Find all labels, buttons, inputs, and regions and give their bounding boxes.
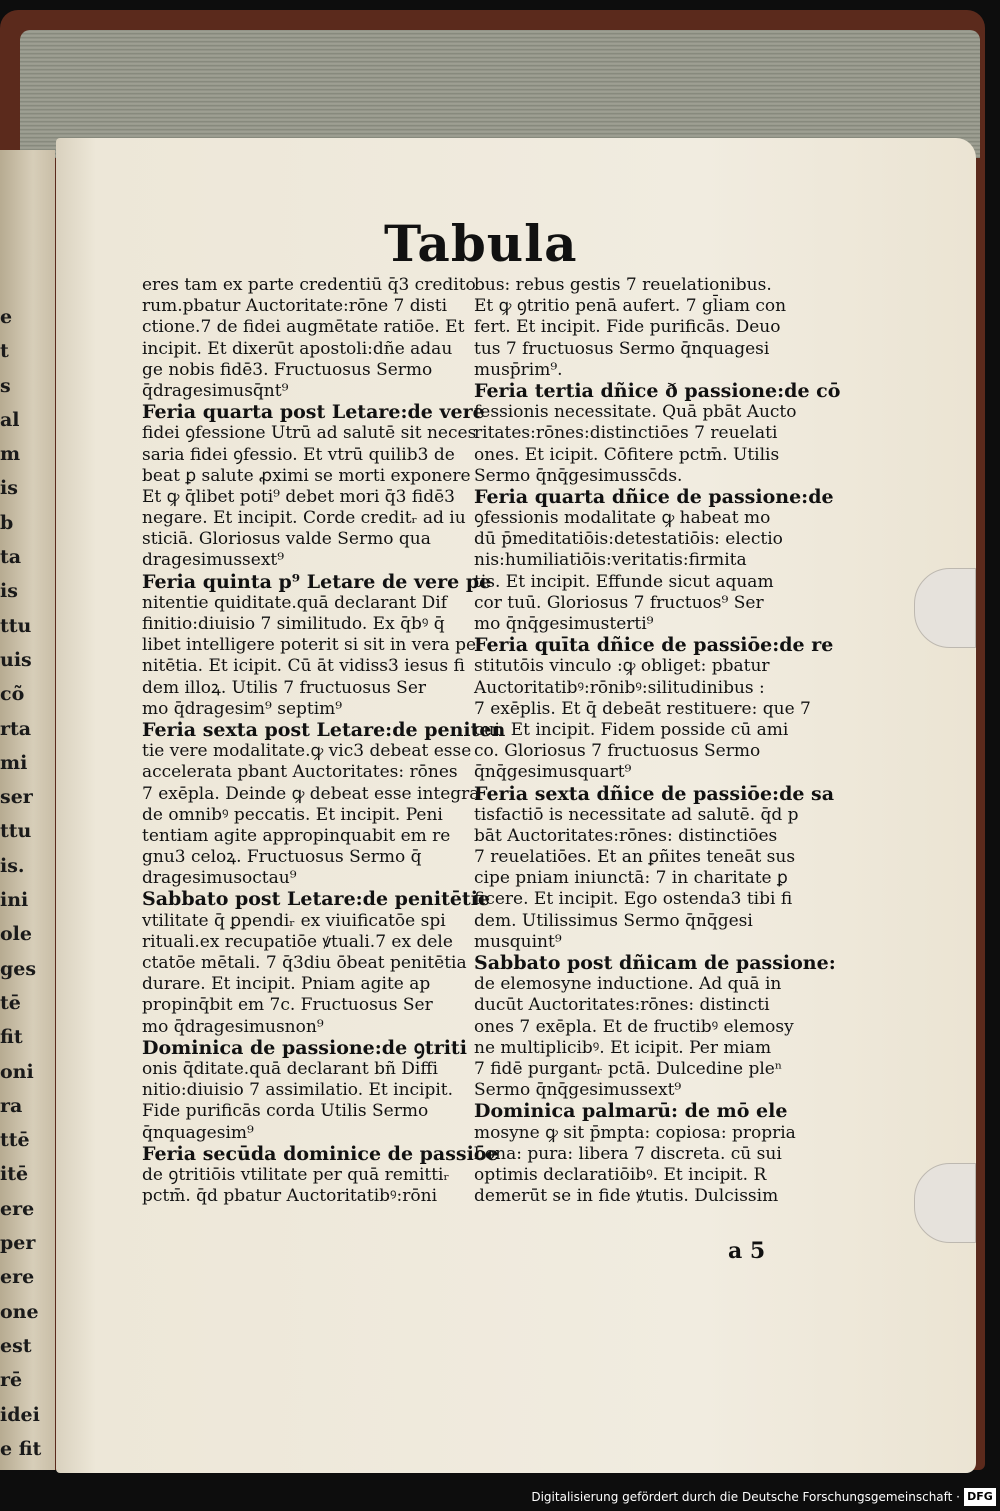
text-line: fert. Et incipit. Fide purificās. Deuo — [474, 317, 781, 338]
text-line: Fide purificās corda Utilis Sermo — [142, 1101, 429, 1122]
text-line: mosyne ꝙ sit p̄mpta: copiosa: propria — [474, 1122, 796, 1143]
margin-fragment: ini — [0, 889, 29, 912]
margin-fragment: ra — [0, 1094, 23, 1117]
text-line: Feria sexta post Letare:de peniten — [142, 718, 506, 741]
margin-fragment: ttu — [0, 614, 32, 637]
text-line: onis q̄ditate.quā declarant bñ Diffi — [142, 1058, 438, 1079]
margin-fragment: is — [0, 477, 18, 500]
text-line: optimis declaratiōibꝰ. Et incipit. R — [474, 1164, 767, 1185]
margin-fragment: cõ — [0, 683, 25, 706]
margin-fragment: al — [0, 408, 20, 431]
text-line: finitio:diuisio 7 similitudo. Ex q̄bꝰ q̄ — [142, 614, 445, 634]
text-line: ones 7 exēpla. Et de fructibꝰ elemosy — [474, 1016, 794, 1037]
text-line: de omnibꝰ peccatis. Et incipit. Peni — [142, 804, 443, 825]
text-line: nitentie quiditate.quā declarant Dif — [142, 592, 448, 613]
margin-fragment: e fit — [0, 1437, 42, 1460]
text-line: beat ꝑ salute ꝓximi se morti exponere — [142, 465, 471, 486]
text-line: bona: pura: libera 7 discreta. cū sui — [474, 1143, 782, 1164]
margin-fragment: tē — [0, 991, 21, 1014]
margin-fragment: ttu — [0, 820, 32, 843]
text-line: tis. Et incipit. Effunde sicut aquam — [474, 571, 774, 592]
text-line: Dominica de passione:de ꝯtriti — [142, 1036, 467, 1059]
text-line: nitētia. Et icipit. Cū āt vidiss3 iesus fi — [142, 656, 465, 677]
text-line: eres tam ex parte credentiū q̄3 credito — [142, 275, 476, 295]
text-line: co. Gloriosus 7 fructuosus Sermo — [474, 741, 761, 762]
text-line: nitio:diuisio 7 assimilatio. Et incipit. — [142, 1080, 454, 1101]
text-line: Feria quinta p⁹ Letare de vere pe — [142, 570, 492, 593]
left-text-column — [142, 275, 506, 1207]
text-line: ctatōe mētali. 7 q̄3diu ōbeat penitētia — [142, 953, 467, 973]
text-line: incipit. Et dixerūt apostoli:dñe adau — [142, 338, 453, 359]
margin-fragment: e — [0, 306, 13, 328]
text-line: Sermo q̄nq̄gesimussc̄ds. — [474, 465, 683, 486]
text-line: dem illoꝝ. Utilis 7 fructuosus Ser — [142, 677, 427, 698]
text-line: tisfactiō is necessitate ad salutē. q̄d p — [474, 804, 799, 825]
text-line: propinq̄bit em 7c. Fructuosus Ser — [142, 995, 433, 1016]
text-line: gnu3 celoꝝ. Fructuosus Sermo q̄ — [142, 847, 422, 868]
text-line: mo q̄dragesim⁹ septim⁹ — [142, 698, 343, 719]
text-line: musp̄rim⁹. — [474, 359, 563, 380]
margin-fragment: fit — [0, 1026, 23, 1049]
text-line: Sermo q̄nq̄gesimussext⁹ — [474, 1080, 682, 1101]
dfg-logo-icon: DFG — [964, 1488, 996, 1506]
margin-fragment: t — [0, 340, 9, 363]
text-line: pctm̄. q̄d pbatur Auctoritatibꝰ:rōni — [142, 1186, 438, 1207]
margin-fragment: m — [0, 443, 21, 466]
text-line: Sabbato post dñicam de passione: — [474, 952, 836, 974]
text-line: 7 fidē purgantᵣ pctā. Dulcedine pleⁿ — [474, 1058, 783, 1079]
text-line: ones. Et icipit. Cōfitere pctm̄. Utilis — [474, 444, 780, 465]
text-line: q̄dragesimusq̄nt⁹ — [142, 380, 289, 401]
text-line: ritates:rōnes:distinctiōes 7 reuelati — [474, 423, 778, 444]
text-line: 7 reuelatiōes. Et an ꝑñites teneāt sus — [474, 847, 796, 868]
text-line: q̄nq̄gesimusquart⁹ — [474, 762, 632, 783]
margin-fragment: rē — [0, 1369, 23, 1392]
text-line: tie vere modalitate.ꝙ vic3 debeat esse — [142, 741, 472, 762]
footer-credit: Digitalisierung gefördert durch die Deutsche Forschungsgemeinschaft · — [531, 1490, 960, 1504]
left-page-margin-text — [0, 300, 42, 1466]
text-line: stitutōis vinculo :ꝙ obliget: pbatur — [474, 656, 770, 677]
text-line: fidei ꝯfessione Utrū ad salutē sit neces — [142, 423, 477, 444]
text-line: 7 exēpla. Deinde ꝙ debeat esse integra — [142, 783, 480, 804]
margin-fragment: ttē — [0, 1129, 30, 1152]
margin-fragment: is — [0, 580, 18, 603]
text-line: fessionis necessitate. Quā pbāt Aucto — [474, 402, 797, 423]
text-line: Feria quīta dñice de passiōe:de re — [474, 634, 834, 657]
text-line: sticiā. Gloriosus valde Sermo qua — [142, 529, 431, 550]
margin-fragment: itē — [0, 1163, 29, 1186]
margin-fragment: ges — [0, 957, 37, 980]
text-line: ficere. Et incipit. Ego ostenda3 tibi fi — [474, 889, 793, 910]
page-title: Tabula — [384, 214, 578, 273]
margin-fragment: rta — [0, 717, 32, 740]
text-line: cor tuū. Gloriosus 7 fructuos⁹ Ser — [474, 592, 764, 613]
margin-fragment: b — [0, 511, 14, 534]
text-line: nis:humiliatiōis:veritatis:firmita — [474, 550, 747, 571]
margin-fragment: ere — [0, 1197, 35, 1220]
text-line: Auctoritatibꝰ:rōnibꝰ:silitudinibus : — [474, 677, 765, 698]
margin-fragment: ta — [0, 546, 22, 569]
page-tab-lower — [914, 1163, 976, 1243]
text-line: ꝯfessionis modalitate ꝙ habeat mo — [474, 508, 771, 529]
page-tab-upper — [914, 568, 976, 648]
text-line: accelerata pbant Auctoritates: rōnes — [142, 762, 458, 783]
margin-fragment: uis — [0, 648, 32, 671]
text-line: Dominica palmarū: de mō ele — [474, 1100, 788, 1123]
text-line: durare. Et incipit. Pniam agite ap — [142, 974, 431, 995]
folio-signature: a 5 — [728, 1238, 766, 1264]
text-line: bus: rebus gestis 7 reuelationibus. — [474, 275, 772, 295]
text-line: ne multiplicibꝰ. Et icipit. Per miam — [474, 1037, 772, 1058]
text-line: ducūt Auctoritates:rōnes: distincti — [474, 995, 770, 1016]
text-line: tentiam agite appropinquabit em re — [142, 825, 451, 846]
text-line: saria fidei ꝯfessio. Et vtrū quilib3 de — [142, 444, 455, 465]
margin-fragment: is. — [0, 854, 25, 877]
margin-fragment: mi — [0, 751, 28, 774]
text-line: ge nobis fidē3. Fructuosus Sermo — [142, 359, 433, 380]
text-line: bāt Auctoritates:rōnes: distinctiōes — [474, 825, 778, 846]
text-line: Sabbato post Letare:de penitētie — [142, 888, 491, 911]
text-line: vtilitate q̄ ꝑpendiᵣ ex viuificatōe spi — [142, 910, 446, 931]
text-line: Feria quarta dñice de passione:de — [474, 485, 834, 508]
margin-fragment: per — [0, 1232, 36, 1255]
margin-fragment: idei — [0, 1403, 40, 1426]
text-line: tus 7 fructuosus Sermo q̄nquagesi — [474, 338, 770, 359]
text-line: rituali.ex recupatiōe ꝟtuali.7 ex dele — [142, 931, 453, 952]
margin-fragment: ole — [0, 923, 32, 946]
text-line: mo q̄nq̄gesimusterti⁹ — [474, 614, 654, 634]
text-line: q̄nquagesim⁹ — [142, 1122, 254, 1143]
footer-bar — [0, 1487, 1000, 1511]
text-line: libet intelligere poterit si sit in vera pe — [142, 635, 477, 656]
text-line: negare. Et incipit. Corde creditᵣ ad iu — [142, 508, 466, 529]
text-line: Feria tertia dñice ð passione:de cō — [474, 379, 841, 402]
text-line: musquint⁹ — [474, 931, 562, 952]
right-text-column — [474, 275, 841, 1207]
margin-fragment: est — [0, 1334, 32, 1357]
margin-fragment: ser — [0, 786, 33, 809]
text-line: ctione.7 de fidei augmētate ratiōe. Et — [142, 317, 465, 338]
text-line: dragesimusoctau⁹ — [142, 868, 297, 889]
text-line: 7 exēplis. Et q̄ debeāt restituere: que 7 — [474, 698, 811, 719]
text-line: demerūt se in fide ꝟtutis. Dulcissim — [474, 1186, 779, 1207]
text-line: Et ꝙ q̄libet poti⁹ debet mori q̄3 fidē3 — [142, 486, 455, 507]
text-line: rum.pbatur Auctoritate:rōne 7 disti — [142, 296, 448, 317]
text-line: de ꝯtritiōis vtilitate per quā remittiᵣ — [142, 1164, 450, 1185]
text-line: cipe pniam iniunctā: 7 in charitate ꝑ — [474, 868, 788, 889]
text-line: dū p̄meditatiōis:detestatiōis: electio — [474, 529, 783, 550]
margin-fragment: ere — [0, 1266, 35, 1289]
margin-fragment: s — [0, 374, 11, 397]
margin-fragment: one — [0, 1300, 39, 1323]
text-line: Feria sexta dñice de passiōe:de sa — [474, 782, 835, 805]
text-line: cui. Et incipit. Fidem posside cū ami — [474, 719, 789, 740]
text-line: de elemosyne inductione. Ad quā in — [474, 974, 782, 995]
text-line: dragesimussext⁹ — [142, 550, 285, 571]
text-line: dem. Utilissimus Sermo q̄nq̄gesi — [474, 910, 753, 931]
text-line: mo q̄dragesimusnon⁹ — [142, 1016, 324, 1037]
text-line: Et ꝙ ꝯtritio penā aufert. 7 gl̄iam con — [474, 296, 787, 317]
text-line: Feria secūda dominice de passiōe — [142, 1142, 499, 1165]
text-line: Feria quarta post Letare:de vere — [142, 401, 485, 424]
margin-fragment: oni — [0, 1060, 34, 1083]
